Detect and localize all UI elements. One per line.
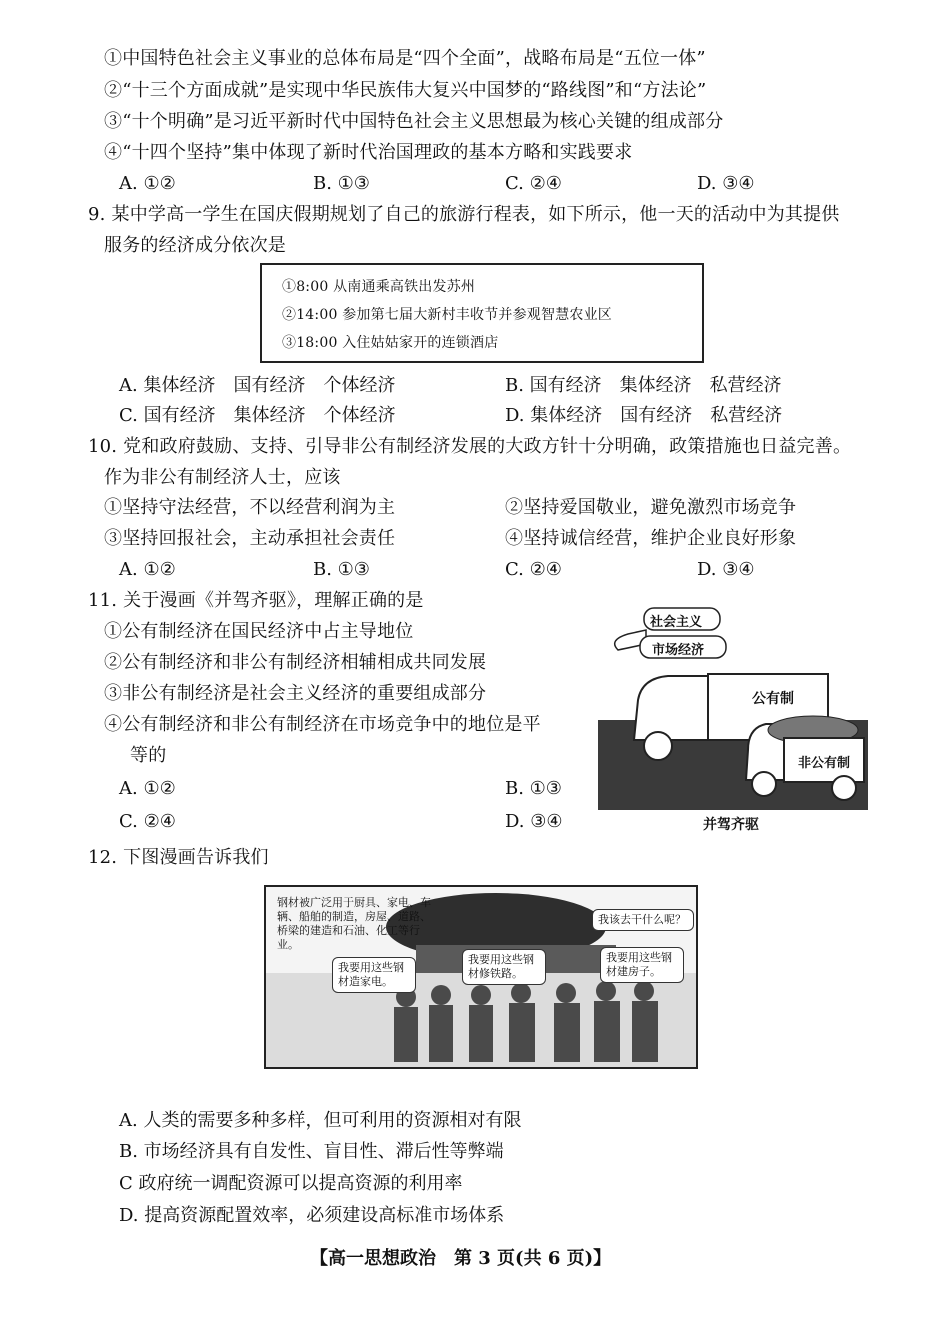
page-footer: 【高一思想政治 第 3 页(共 6 页)】 xyxy=(310,1248,612,1269)
q9-option-d: D. 集体经济 国有经济 私营经济 xyxy=(505,405,783,426)
q12-bubble-2: 我要用这些钢材修铁路。 xyxy=(462,949,546,985)
q11-option-a: A. ①② xyxy=(119,778,176,799)
q10-option-c: C. ②④ xyxy=(505,559,562,580)
cartoon-sign-bottom: 市场经济 xyxy=(652,643,705,658)
q10-stem-line1: 10. 党和政府鼓励、支持、引导非公有制经济发展的大政方针十分明确，政策措施也日益完善。 xyxy=(88,436,852,457)
q9-stem-line1: 9. 某中学高一学生在国庆假期规划了自己的旅游行程表，如下所示，他一天的活动中为其提供 xyxy=(88,204,840,225)
q12-stem: 12. 下图漫画告诉我们 xyxy=(88,847,269,868)
q10-option-b: B. ①③ xyxy=(313,559,370,580)
q9-option-b: B. 国有经济 集体经济 私营经济 xyxy=(505,375,782,396)
q9-schedule-3: ③18:00 入住姑姑家开的连锁酒店 xyxy=(282,335,499,351)
q12-option-b: B. 市场经济具有自发性、盲目性、滞后性等弊端 xyxy=(119,1141,504,1162)
cartoon-drawing xyxy=(598,600,868,810)
cartoon-truck1-label: 公有制 xyxy=(752,691,794,707)
q10-stem-line2: 作为非公有制经济人士，应该 xyxy=(104,467,341,488)
q8-item-1: ①中国特色社会主义事业的总体布局是“四个全面”，战略布局是“五位一体” xyxy=(104,48,706,69)
q11-item-3: ③非公有制经济是社会主义经济的重要组成部分 xyxy=(104,683,487,704)
q8-option-b: B. ①③ xyxy=(313,173,370,194)
q9-stem-line2: 服务的经济成分依次是 xyxy=(104,235,286,256)
q11-cartoon-caption: 并驾齐驱 xyxy=(703,817,759,833)
q12-cartoon xyxy=(264,885,698,1069)
q8-item-4: ④“十四个坚持”集中体现了新时代治国理政的基本方略和实践要求 xyxy=(104,142,633,163)
q12-bubble-1: 我该去干什么呢？ xyxy=(592,909,694,931)
q11-option-b: B. ①③ xyxy=(505,778,562,799)
q10-item-1: ①坚持守法经营，不以经营利润为主 xyxy=(104,497,396,518)
q11-item-4-cont: 等的 xyxy=(130,745,167,766)
q10-item-3: ③坚持回报社会，主动承担社会责任 xyxy=(104,528,396,549)
q10-option-a: A. ①② xyxy=(119,559,176,580)
q8-item-2: ②“十三个方面成就”是实现中华民族伟大复兴中国梦的“路线图”和“方法论” xyxy=(104,80,707,101)
q9-schedule-box xyxy=(260,263,704,363)
q8-option-a: A. ①② xyxy=(119,173,176,194)
truck1-wheel-front xyxy=(644,732,672,760)
q11-stem: 11. 关于漫画《并驾齐驱》，理解正确的是 xyxy=(88,590,424,611)
truck2-wheel-back xyxy=(832,776,856,800)
q10-option-d: D. ③④ xyxy=(697,559,755,580)
cartoon-truck2-label: 非公有制 xyxy=(798,756,851,771)
q11-item-4: ④公有制经济和非公有制经济在市场竞争中的地位是平 xyxy=(104,714,541,735)
q12-bubble-3: 我要用这些钢材建房子。 xyxy=(600,947,684,983)
q12-bubble-4: 我要用这些钢材造家电。 xyxy=(332,957,416,993)
q9-option-c: C. 国有经济 集体经济 个体经济 xyxy=(119,405,396,426)
q8-item-3: ③“十个明确”是习近平新时代中国特色社会主义思想最为核心关键的组成部分 xyxy=(104,111,724,132)
q11-option-d: D. ③④ xyxy=(505,811,563,832)
q9-schedule-2: ②14:00 参加第七届大新村丰收节并参观智慧农业区 xyxy=(282,307,612,323)
truck2-wheel-front xyxy=(752,772,776,796)
q11-option-c: C. ②④ xyxy=(119,811,176,832)
q9-schedule-1: ①8:00 从南通乘高铁出发苏州 xyxy=(282,279,476,295)
q11-cartoon xyxy=(598,600,868,810)
q8-option-d: D. ③④ xyxy=(697,173,755,194)
q11-item-2: ②公有制经济和非公有制经济相辅相成共同发展 xyxy=(104,652,487,673)
q12-cartoon-note: 钢材被广泛用于厨具、家电、车辆、船舶的制造，房屋、道路、桥梁的建造和石油、化工等行业。 xyxy=(277,896,431,951)
q12-option-d: D. 提高资源配置效率，必须建设高标准市场体系 xyxy=(119,1205,505,1226)
q9-option-a: A. 集体经济 国有经济 个体经济 xyxy=(119,375,396,396)
cartoon-sign-top: 社会主义 xyxy=(650,615,703,630)
truck1-cab xyxy=(634,676,708,740)
q10-item-4: ④坚持诚信经营，维护企业良好形象 xyxy=(505,528,797,549)
q12-option-c: C 政府统一调配资源可以提高资源的利用率 xyxy=(119,1173,463,1194)
q11-item-1: ①公有制经济在国民经济中占主导地位 xyxy=(104,621,414,642)
q12-option-a: A. 人类的需要多种多样，但可利用的资源相对有限 xyxy=(119,1110,522,1131)
q8-option-c: C. ②④ xyxy=(505,173,562,194)
q10-item-2: ②坚持爱国敬业，避免激烈市场竞争 xyxy=(505,497,797,518)
